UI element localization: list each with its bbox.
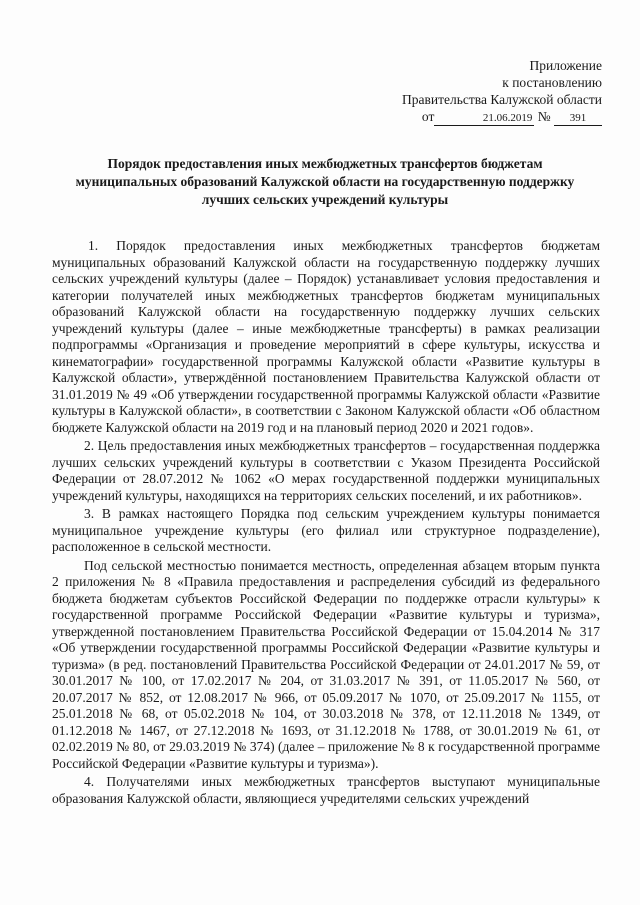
document-body xyxy=(52,238,600,809)
date-number-line xyxy=(402,108,602,126)
paragraph: 3. В рамках настоящего Порядка под сельским учреждением культуры понимается муниципальное учреждение культуры (его филиал или структурное подразделение), расположенное в сельской местности. xyxy=(52,506,600,554)
paragraph: Под сельской местностью понимается местность, определенная абзацем вторым пункта 2 приложения № 8 «Правила предоставления и распределения субсидий из федерального бюджета бюджетам субъектов Российской Федерации по поддержке отрасли культуры» к государственной программе Российской Федерации «Развитие культуры и туризма», утвержденной постановлением Правительства Российской Федерации от 15.04.2014 № 317 «Об утверждении государственной программы Российской Федерации «Развитие культуры и туризма» (в ред. постановлений Правительства Российской Федерации от 24.01.2017 № 59, от 30.01.2017 № 100, от 17.02.2017 № 204, от 31.03.2017 № 391, от 11.05.2017 № 560, от 20.07.2017 № 852, от 12.08.2017 № 966, от 05.09.2017 № 1070, от 25.09.2017 № 1155, от 25.01.2018 № 68, от 05.02.2018 № 104, от 30.03.2018 № 378, от 12.11.2018 № 1349, от 01.12.2018 № 1467, от 27.12.2018 № 1693, от 31.12.2018 № 1788, от 30.01.2019 № 61, от 02.02.2019 № 80, от 29.03.2019 № 374) (далее – приложение № 8 к государственной программе Российской Федерации «Развитие культуры и туризма»). xyxy=(52,557,600,771)
resolution-label: к постановлению xyxy=(502,75,602,90)
from-label: от xyxy=(421,109,435,124)
document-title: Порядок предоставления иных межбюджетных трансфертов бюджетам муниципальных образований Калужской области на государственную поддержку лучших сельских учреждений культуры xyxy=(75,156,575,207)
resolution-number: 391 xyxy=(554,112,602,126)
paragraph: 4. Получателями иных межбюджетных трансфертов выступают муниципальные образования Калужской области, являющиеся учредителями сельских учреждений xyxy=(52,774,600,806)
paragraph: 2. Цель предоставления иных межбюджетных трансфертов – государственная поддержка лучших сельских учреждений культуры в соответствии с Указом Президента Российской Федерации от 28.07.2012 № 1062 «О мерах государственной поддержки муниципальных учреждений культуры, находящихся на территориях сельских поселений, и их работников». xyxy=(52,438,600,503)
paragraph: 1. Порядок предоставления иных межбюджетных трансфертов бюджетам муниципальных образований Калужской области на государственную поддержку лучших сельских учреждений культуры (далее – Порядок) устанавливает условия предоставления и категории получателей иных межбюджетных трансфертов бюджетам муниципальных образований Калужской области на государственную поддержку лучших сельских учреждений культуры (далее – иные межбюджетные трансферты) в рамках реализации подпрограммы «Организация и проведение мероприятий в сфере культуры, искусства и кинематографии» государственной программы Калужской области «Развитие культуры в Калужской области», утверждённой постановлением Правительства Калужской области от 31.01.2019 № 49 «Об утверждении государственной программы Калужской области «Развитие культуры в Калужской области», в соответствии с Законом Калужской области «Об областном бюджете Калужской области на 2019 год и на плановый период 2020 и 2021 годов». xyxy=(52,238,600,435)
appendix-header xyxy=(402,57,602,126)
number-label: № xyxy=(537,109,551,124)
appendix-label: Приложение xyxy=(529,58,602,73)
government-label: Правительства Калужской области xyxy=(401,92,602,107)
resolution-date: 21.06.2019 xyxy=(434,112,534,126)
